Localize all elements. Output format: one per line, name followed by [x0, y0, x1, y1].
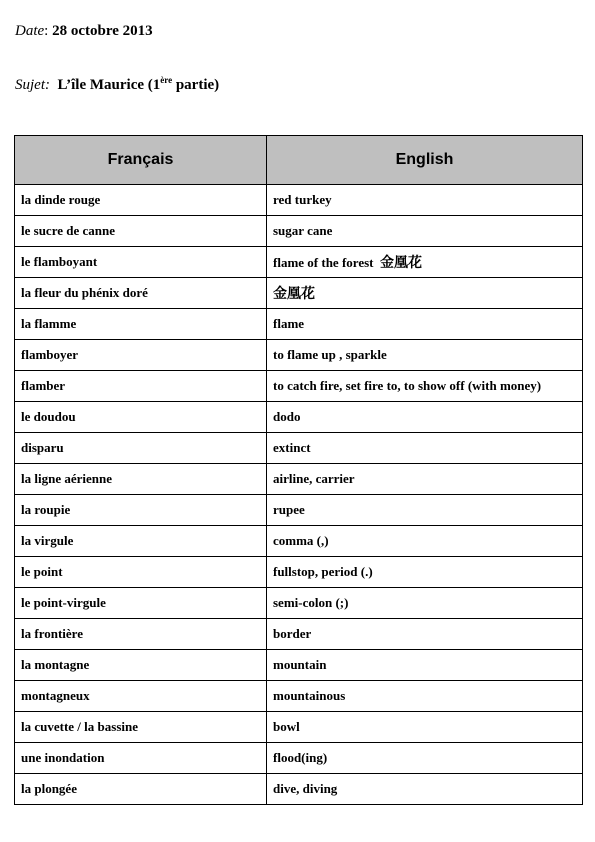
english-term: dodo: [273, 409, 301, 424]
table-row: [15, 743, 583, 774]
table-row: [15, 402, 583, 433]
english-term: semi-colon (;): [273, 595, 349, 610]
date-label: Date: [15, 23, 45, 39]
vocabulary-table-body: [15, 185, 583, 805]
french-term: la virgule: [15, 526, 267, 557]
vocabulary-table: [14, 135, 583, 805]
french-term: le doudou: [15, 402, 267, 433]
table-row: [15, 619, 583, 650]
subject-value-suffix: partie): [172, 77, 220, 93]
french-term: disparu: [15, 433, 267, 464]
english-translation: [267, 402, 583, 433]
french-term: le point: [15, 557, 267, 588]
table-row: [15, 557, 583, 588]
french-term: la ligne aérienne: [15, 464, 267, 495]
english-translation: [267, 247, 583, 278]
english-translation: [267, 650, 583, 681]
english-translation: [267, 774, 583, 805]
french-term: la montagne: [15, 650, 267, 681]
table-row: [15, 278, 583, 309]
english-translation: [267, 588, 583, 619]
english-translation: [267, 278, 583, 309]
table-row: [15, 774, 583, 805]
table-row: [15, 433, 583, 464]
subject-value-prefix: L’île Maurice (1: [57, 77, 161, 93]
english-translation: [267, 185, 583, 216]
french-term: la dinde rouge: [15, 185, 267, 216]
english-term: mountainous: [273, 688, 346, 703]
english-term: sugar cane: [273, 223, 333, 238]
table-row: [15, 371, 583, 402]
french-term: flamboyer: [15, 340, 267, 371]
table-row: [15, 464, 583, 495]
english-translation: [267, 216, 583, 247]
french-term: montagneux: [15, 681, 267, 712]
chinese-term: 金凰花: [379, 255, 422, 271]
french-term: une inondation: [15, 743, 267, 774]
english-term: rupee: [273, 502, 305, 517]
english-translation: [267, 433, 583, 464]
table-row: [15, 216, 583, 247]
french-term: flamber: [15, 371, 267, 402]
english-term: red turkey: [273, 192, 332, 207]
english-translation: [267, 712, 583, 743]
french-term: la roupie: [15, 495, 267, 526]
date-line: Date: 28 octobre 2013: [15, 23, 153, 39]
english-translation: [267, 371, 583, 402]
english-translation: [267, 619, 583, 650]
table-row: [15, 588, 583, 619]
subject-value: [58, 77, 220, 93]
english-translation: [267, 309, 583, 340]
subject-line: [15, 76, 219, 94]
english-term: to flame up , sparkle: [273, 347, 387, 362]
english-term: extinct: [273, 440, 311, 455]
english-term: flood(ing): [273, 750, 328, 765]
table-row: [15, 681, 583, 712]
english-translation: [267, 681, 583, 712]
date-value: 28 octobre 2013: [52, 23, 153, 39]
english-term: fullstop, period (.): [273, 564, 373, 579]
english-term: mountain: [273, 657, 327, 672]
english-term: flame of the forest: [273, 255, 374, 270]
table-row: [15, 495, 583, 526]
english-translation: [267, 743, 583, 774]
english-translation: [267, 495, 583, 526]
english-translation: [267, 464, 583, 495]
english-translation: [267, 340, 583, 371]
french-term: la cuvette / la bassine: [15, 712, 267, 743]
table-row: [15, 309, 583, 340]
french-term: le sucre de canne: [15, 216, 267, 247]
french-term: la fleur du phénix doré: [15, 278, 267, 309]
table-row: [15, 247, 583, 278]
table-row: [15, 185, 583, 216]
english-term: dive, diving: [273, 781, 338, 796]
english-term: flame: [273, 316, 305, 331]
table-header-row: [15, 136, 583, 185]
english-term: bowl: [273, 719, 300, 734]
english-term: comma (,): [273, 533, 329, 548]
english-term: airline, carrier: [273, 471, 355, 486]
subject-value-superscript: ère: [160, 75, 173, 85]
english-translation: [267, 526, 583, 557]
french-term: la plongée: [15, 774, 267, 805]
header-french: Français: [15, 136, 267, 185]
french-term: le point-virgule: [15, 588, 267, 619]
table-row: [15, 526, 583, 557]
english-term: border: [273, 626, 312, 641]
table-row: [15, 712, 583, 743]
chinese-term: 金凰花: [273, 286, 315, 302]
french-term: la frontière: [15, 619, 267, 650]
french-term: le flamboyant: [15, 247, 267, 278]
english-translation: [267, 557, 583, 588]
table-row: [15, 340, 583, 371]
french-term: la flamme: [15, 309, 267, 340]
subject-label: Sujet:: [15, 77, 50, 93]
table-row: [15, 650, 583, 681]
english-term: to catch fire, set fire to, to show off (with money): [273, 378, 542, 393]
header-english: English: [267, 136, 583, 185]
